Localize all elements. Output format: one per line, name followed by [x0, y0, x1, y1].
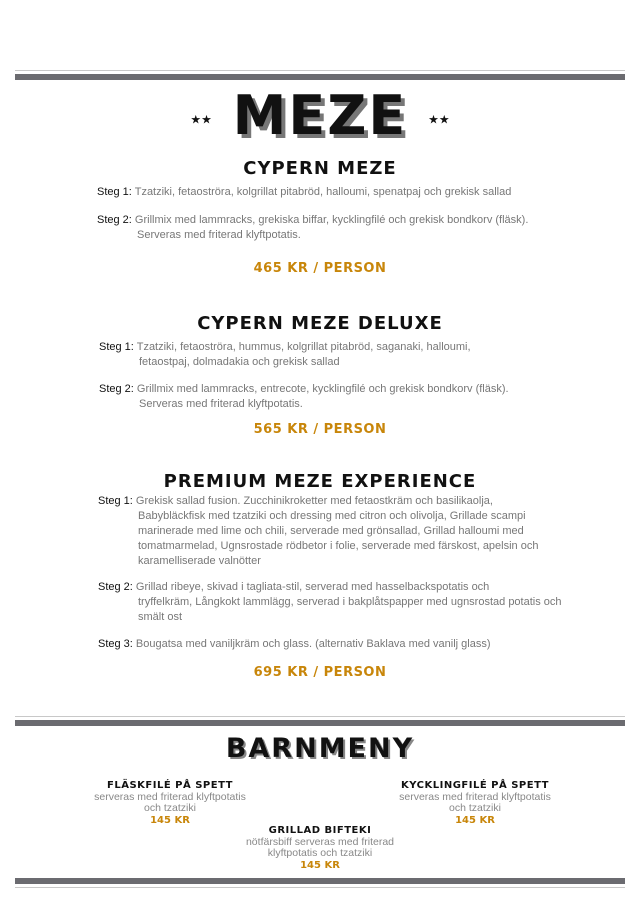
divider	[15, 720, 625, 726]
step-text: Serveras med friterad klyftpotatis.	[139, 398, 303, 410]
item-description: klyftpotatis och tzatziki	[267, 847, 373, 859]
section-title: CYPERN MEZE DELUXE	[197, 313, 443, 334]
step-label: Steg 2:	[99, 383, 134, 395]
item-description: och tzatziki	[449, 802, 501, 814]
item-description: och tzatziki	[144, 802, 196, 814]
item-description: nötfärsbiff serveras med friterad	[245, 835, 395, 848]
section-title: PREMIUM MEZE EXPERIENCE	[163, 471, 477, 492]
step	[98, 637, 598, 652]
kids-item	[70, 780, 270, 826]
item-price: 145 KR	[150, 814, 190, 826]
item-price: 145 KR	[455, 814, 495, 826]
step-label: Steg 2:	[98, 581, 133, 593]
step-text: Bougatsa med vaniljkräm och glass. (alternativ Baklava med vanilj glass)	[135, 638, 491, 650]
step-text: fetaostpaj, dolmadakia och grekisk sallad	[139, 356, 340, 368]
step-label: Steg 1:	[98, 495, 133, 507]
item-description: serveras med friterad klyftpotatis	[94, 790, 246, 803]
step	[99, 382, 599, 412]
divider	[15, 878, 625, 884]
star-icon: ★★	[190, 112, 212, 127]
meze-logo	[0, 84, 640, 147]
divider	[15, 716, 625, 717]
step	[98, 494, 568, 569]
section-title: CYPERN MEZE	[243, 158, 397, 179]
step-label: Steg 2:	[97, 214, 132, 226]
step-text: Grillmix med lammracks, entrecote, kycklingfilé och grekisk bondkorv (fläsk).	[136, 383, 509, 395]
step-label: Steg 1:	[99, 341, 134, 353]
price: 465 KR / PERSON	[253, 261, 387, 276]
step-text: Tzatziki, fetaoströra, kolgrillat pitabröd, halloumi, spenatpaj och grekisk sallad	[134, 186, 512, 198]
price: 695 KR / PERSON	[253, 665, 387, 680]
divider	[15, 74, 625, 80]
star-icon: ★★	[428, 112, 450, 127]
step-text: Grillmix med lammracks, grekiska biffar, kycklingfilé och grekisk bondkorv (fläsk).	[134, 214, 529, 226]
step-label: Steg 3:	[98, 638, 133, 650]
item-name: GRILLAD BIFTEKI	[268, 825, 372, 836]
step-text: Serveras med friterad klyftpotatis.	[137, 229, 301, 241]
kids-item	[375, 780, 575, 826]
item-price: 145 KR	[300, 859, 340, 871]
divider	[15, 887, 625, 888]
divider	[15, 70, 625, 71]
step-text: Tzatziki, fetaoströra, hummus, kolgrillat pitabröd, saganaki, halloumi,	[136, 341, 471, 353]
step-text: Babybläckfisk med tzatziki och dressing med citron och olivolja, Grillade scampi marinerade med lime och chili, serverade med grönsallad, Grillad halloumi med tomatmarmelad, Ugnsrostade rödbetor i folie, serverade med färskost, apelsin och karamelliserade valnötter	[138, 510, 539, 567]
step	[98, 580, 568, 625]
kids-menu-title: BARNMENY	[225, 733, 415, 764]
step	[97, 185, 597, 200]
item-name: KYCKLINGFILÉ PÅ SPETT	[401, 780, 549, 791]
item-description: serveras med friterad klyftpotatis	[399, 790, 551, 803]
step	[97, 213, 597, 243]
step	[99, 340, 579, 370]
step-label: Steg 1:	[97, 186, 132, 198]
price: 565 KR / PERSON	[253, 422, 387, 437]
step-text: tryffelkräm, Långkokt lammlägg, serverad i bakplåtspapper med ugnsrostad potatis och smält ost	[138, 596, 562, 623]
step-text: Grillad ribeye, skivad i tagliata-stil, serverad med hasselbackspotatis och	[135, 581, 490, 593]
item-name: FLÄSKFILÉ PÅ SPETT	[107, 780, 233, 791]
logo-text: MEZE	[232, 84, 408, 147]
step-text: Grekisk sallad fusion. Zucchinikroketter med fetaostkräm och basilikaolja,	[135, 495, 493, 507]
kids-item	[220, 825, 420, 871]
